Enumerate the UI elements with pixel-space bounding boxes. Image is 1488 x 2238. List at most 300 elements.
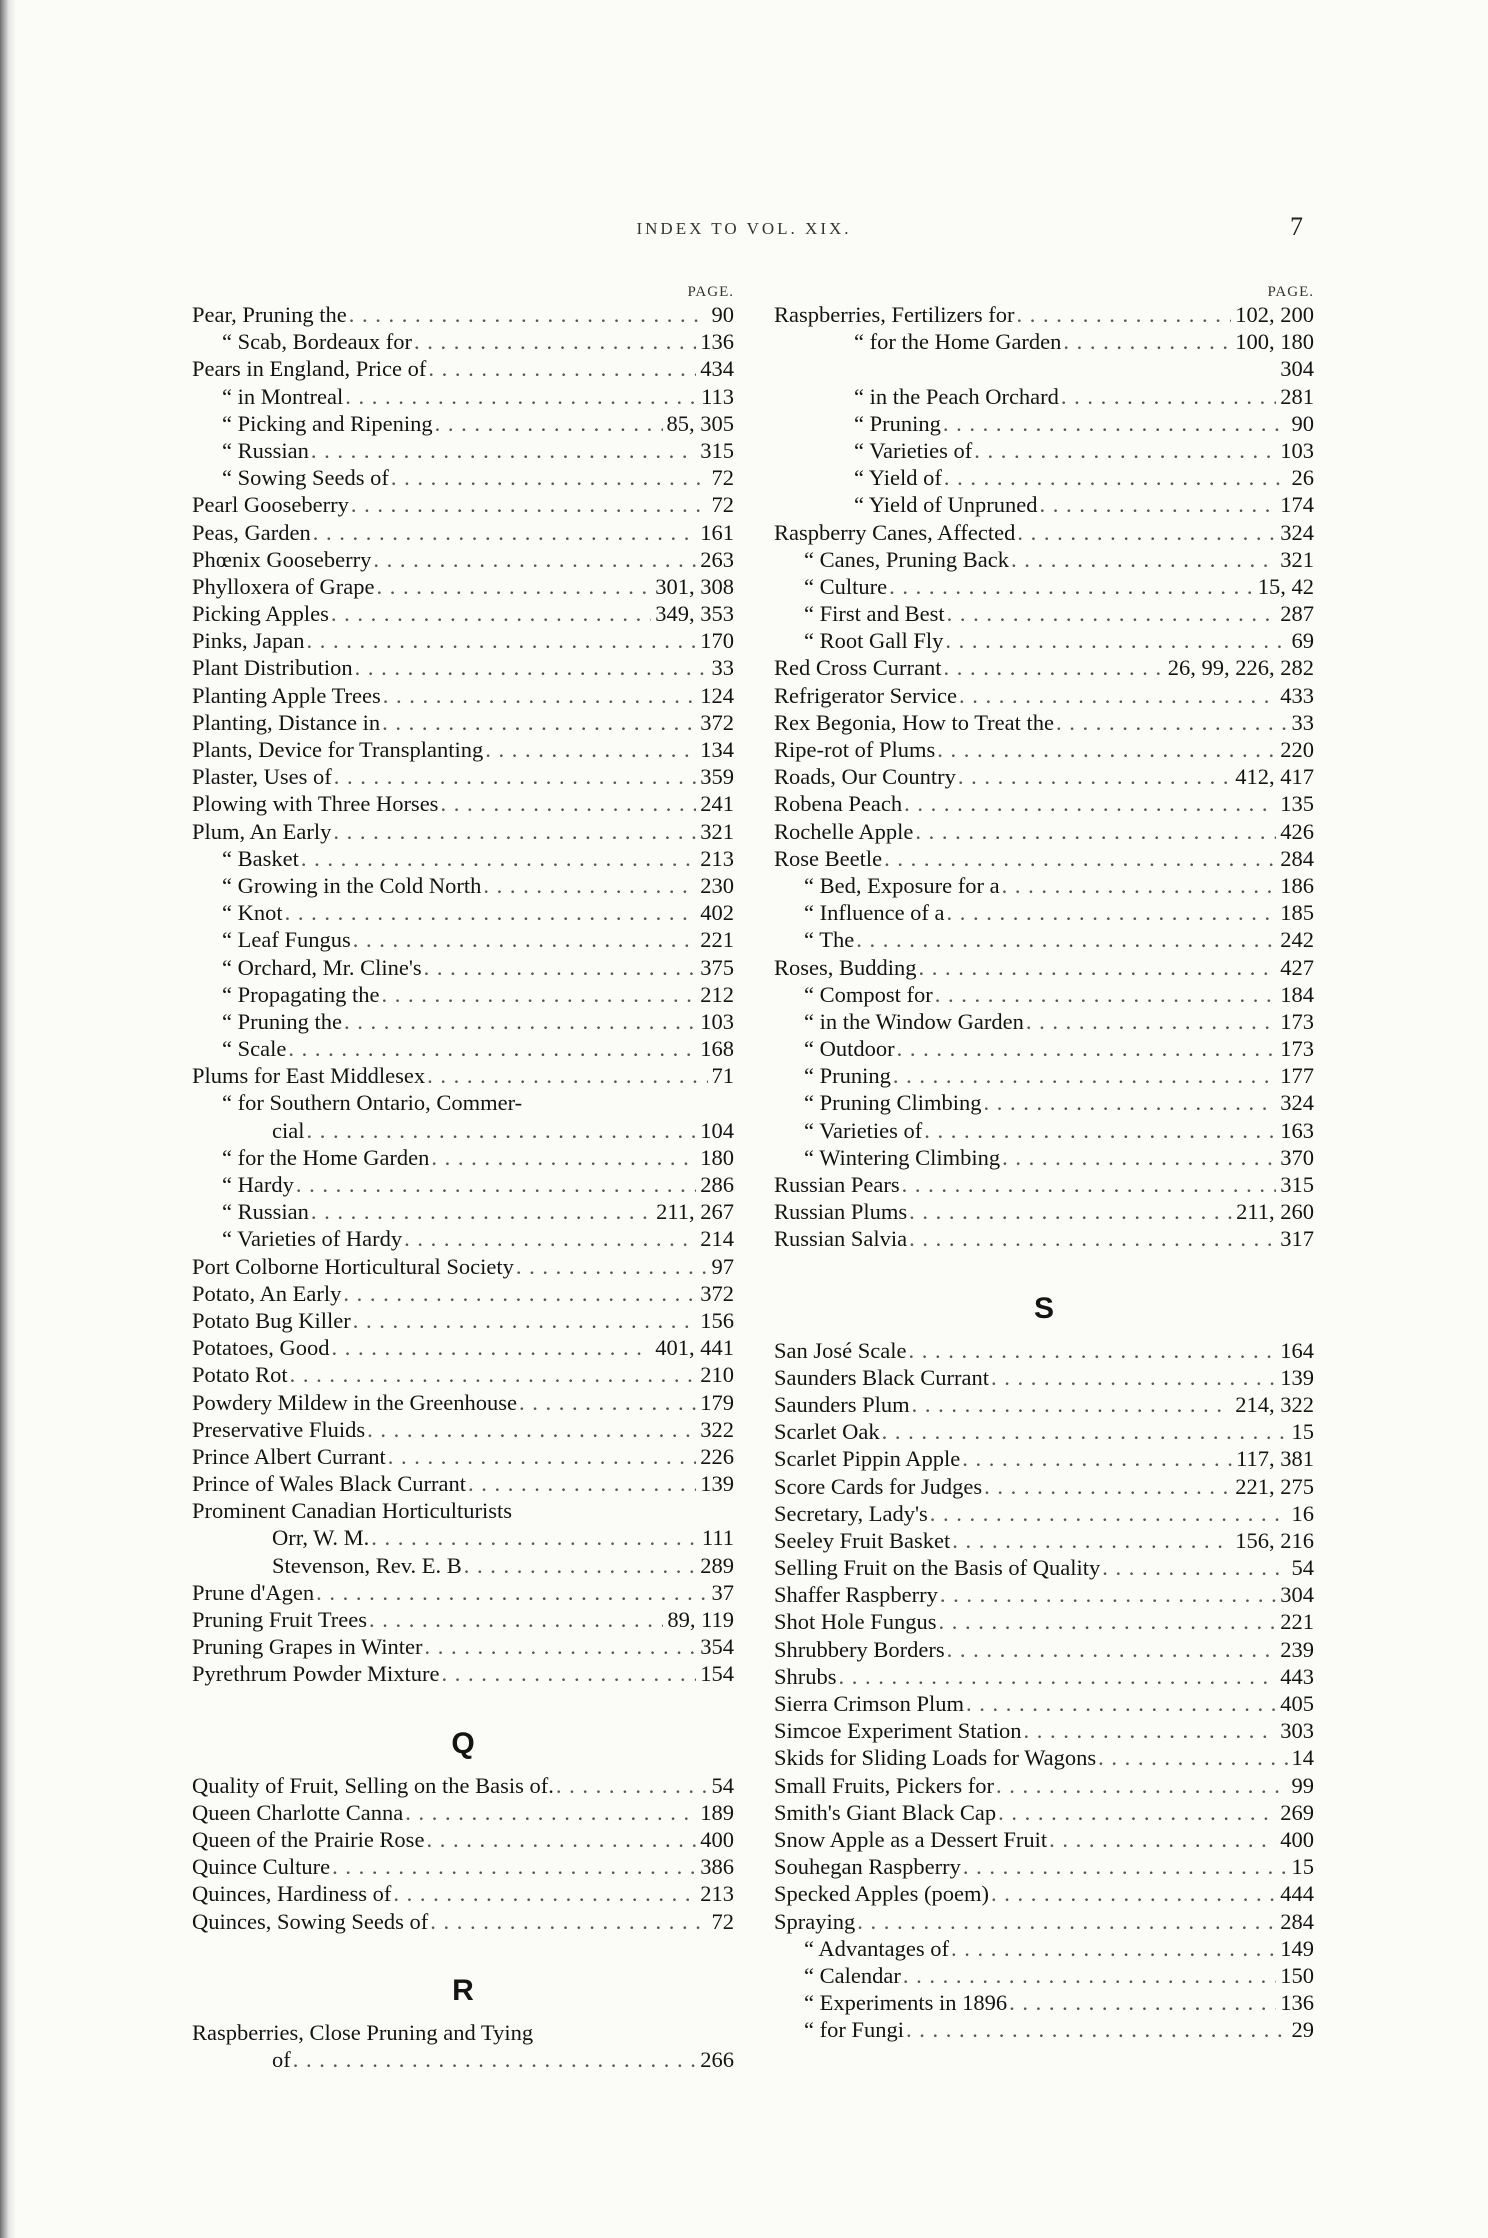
- entry-heading: Plums for East Middlesex: [192, 1063, 426, 1089]
- dot-leader: [1024, 1008, 1276, 1035]
- entry-heading: Quince Culture: [192, 1854, 331, 1880]
- entry-page-ref: 287: [1280, 601, 1314, 627]
- entry-heading: “ The: [804, 927, 855, 953]
- entry-page-ref: 150: [1280, 1962, 1314, 1988]
- index-entry: [192, 763, 734, 790]
- entry-heading: “ Varieties of: [804, 1117, 923, 1143]
- entry-heading: Plowing with Three Horses: [192, 791, 439, 817]
- index-entry: [774, 491, 1314, 518]
- dot-leader: [1054, 709, 1288, 736]
- entry-heading: Powdery Mildew in the Greenhouse: [192, 1389, 517, 1415]
- entry-page-ref: 386: [700, 1854, 734, 1880]
- dot-leader: [945, 600, 1277, 627]
- entry-page-ref: 71: [711, 1063, 734, 1089]
- entry-page-ref: 281: [1280, 383, 1314, 409]
- index-entry: [192, 818, 734, 845]
- dot-leader: [928, 1500, 1288, 1527]
- dot-leader: [386, 1443, 697, 1470]
- entry-page-ref: 26: [1291, 465, 1314, 491]
- dot-leader: [349, 491, 708, 518]
- dot-leader: [369, 1524, 698, 1551]
- dot-leader: [887, 573, 1254, 600]
- entry-page-ref: 14: [1291, 1745, 1314, 1771]
- dot-leader: [371, 546, 696, 573]
- entry-page-ref: 179: [700, 1389, 734, 1415]
- index-entry: [774, 763, 1314, 790]
- dot-leader: [381, 682, 696, 709]
- entry-heading: “ Orchard, Mr. Cline's: [222, 954, 422, 980]
- entry-page-ref: 99: [1291, 1772, 1314, 1798]
- entry-heading: “ Russian: [222, 1199, 309, 1225]
- entry-heading: “ in Montreal: [222, 383, 344, 409]
- entry-heading: Peas, Garden: [192, 519, 311, 545]
- dot-leader: [1007, 1989, 1276, 2016]
- entry-heading: Score Cards for Judges: [774, 1473, 983, 1499]
- entry-heading: “ Russian: [222, 437, 309, 463]
- index-entry: [192, 383, 734, 410]
- index-entry: [774, 301, 1314, 328]
- entry-heading: Skids for Sliding Loads for Wagons: [774, 1745, 1097, 1771]
- index-entry: [774, 845, 1314, 872]
- index-entry: [774, 437, 1314, 464]
- entry-heading: “ Pruning: [854, 410, 941, 436]
- entry-page-ref: 26, 99, 226, 282: [1167, 655, 1314, 681]
- entry-page-ref: 103: [700, 1008, 734, 1034]
- entry-heading: Souhegan Raspberry: [774, 1854, 961, 1880]
- index-entry: [192, 1524, 734, 1551]
- index-entry: [192, 1035, 734, 1062]
- index-entry: [774, 1935, 1314, 1962]
- entry-page-ref: 136: [700, 329, 734, 355]
- entry-page-ref: 266: [700, 2046, 734, 2072]
- entry-page-ref: 33: [1291, 709, 1314, 735]
- entry-page-ref: 124: [700, 682, 734, 708]
- entry-heading: Selling Fruit on the Basis of Quality: [774, 1555, 1101, 1581]
- entry-page-ref: 372: [700, 1280, 734, 1306]
- entry-heading: “ Sowing Seeds of: [222, 465, 389, 491]
- index-entry: [192, 410, 734, 437]
- entry-page-ref: 135: [1280, 791, 1314, 817]
- entry-heading: Plum, An Early: [192, 818, 332, 844]
- entry-heading: “ Picking and Ripening: [222, 410, 433, 436]
- index-entry: [774, 709, 1314, 736]
- entry-heading: Red Cross Currant: [774, 655, 942, 681]
- entry-heading: “ Leaf Fungus: [222, 927, 351, 953]
- entry-heading: Prince Albert Currant: [192, 1443, 386, 1469]
- entry-heading: “ Wintering Climbing: [804, 1144, 1001, 1170]
- index-entry: [192, 1117, 734, 1144]
- entry-page-ref: 220: [1280, 737, 1314, 762]
- entry-page-ref: 72: [711, 492, 734, 518]
- entry-heading: “ Varieties of: [854, 437, 973, 463]
- entry-page-ref: 189: [700, 1799, 734, 1825]
- entry-heading: Potato, An Early: [192, 1280, 342, 1306]
- index-entry: [192, 709, 734, 736]
- index-entry: [192, 899, 734, 926]
- entry-page-ref: 402: [700, 900, 734, 926]
- dot-leader: [483, 736, 696, 763]
- index-entry: [774, 926, 1314, 953]
- dot-leader: [1009, 546, 1276, 573]
- entry-heading: “ for the Home Garden: [854, 329, 1062, 355]
- index-entry: [774, 1744, 1314, 1771]
- entry-page-ref: 359: [700, 764, 734, 790]
- entry-heading: “ Pruning Climbing: [804, 1090, 982, 1116]
- entry-page-ref: 286: [700, 1172, 734, 1197]
- index-entry: [774, 1144, 1314, 1171]
- entry-page-ref: 301, 308: [655, 573, 734, 599]
- index-entry: [774, 355, 1314, 382]
- section-letter: S: [1033, 1291, 1054, 1325]
- index-entry: [774, 383, 1314, 410]
- entry-heading: Ripe-rot of Plums: [774, 737, 936, 762]
- dot-leader: [1015, 301, 1232, 328]
- dot-leader: [907, 1198, 1232, 1225]
- dot-leader: [330, 1334, 652, 1361]
- index-entry: [192, 872, 734, 899]
- entry-heading: “ Varieties of Hardy: [222, 1226, 403, 1252]
- entry-page-ref: 321: [700, 818, 734, 844]
- entry-heading: Potato Rot: [192, 1362, 288, 1388]
- dot-leader: [342, 1008, 696, 1035]
- entry-heading: Pruning Fruit Trees: [192, 1607, 368, 1632]
- dot-leader: [428, 1908, 707, 1935]
- index-entry: [192, 1171, 734, 1198]
- entry-heading: “ Hardy: [222, 1172, 294, 1197]
- dot-leader: [956, 763, 1231, 790]
- entry-heading: “ for Southern Ontario, Commer-: [222, 1090, 523, 1116]
- entry-heading: Prince of Wales Black Currant: [192, 1471, 466, 1497]
- index-entry: [774, 1117, 1314, 1144]
- entry-page-ref: 221, 275: [1235, 1473, 1314, 1499]
- dot-leader: [891, 1062, 1276, 1089]
- dot-leader: [941, 410, 1288, 437]
- entry-heading: Shot Hole Fungus: [774, 1609, 937, 1635]
- entry-page-ref: 15, 42: [1257, 573, 1314, 599]
- index-entry: [774, 1772, 1314, 1799]
- entry-page-ref: 154: [700, 1661, 734, 1687]
- index-entry: [774, 736, 1314, 763]
- index-entry: [192, 1416, 734, 1443]
- entry-page-ref: 284: [1280, 1908, 1314, 1934]
- index-entry: [774, 1581, 1314, 1608]
- entry-page-ref: 37: [711, 1579, 734, 1605]
- index-entry: [192, 1280, 734, 1307]
- dot-leader: [902, 790, 1276, 817]
- index-entry: [774, 1337, 1314, 1364]
- entry-page-ref: 370: [1280, 1144, 1314, 1170]
- index-entry: [192, 355, 734, 382]
- entry-heading: Queen Charlotte Canna: [192, 1799, 404, 1825]
- entry-page-ref: 322: [700, 1416, 734, 1442]
- index-entry: [192, 682, 734, 709]
- entry-page-ref: 213: [700, 845, 734, 871]
- entry-heading: “ Canes, Pruning Back: [804, 546, 1009, 572]
- entry-page-ref: 90: [1291, 410, 1314, 436]
- dot-leader: [330, 1853, 696, 1880]
- entry-heading: Stevenson, Rev. E. B: [272, 1552, 462, 1578]
- entry-page-ref: 29: [1291, 2017, 1314, 2043]
- entry-heading: Planting, Distance in: [192, 709, 381, 735]
- dot-leader: [949, 1935, 1276, 1962]
- entry-page-ref: 263: [700, 546, 734, 572]
- entry-page-ref: 163: [1280, 1117, 1314, 1143]
- index-entry: [774, 1035, 1314, 1062]
- entry-heading: Pear, Pruning the: [192, 302, 347, 327]
- dot-leader: [945, 1636, 1277, 1663]
- dot-leader: [429, 1144, 696, 1171]
- page-number: 7: [1290, 212, 1303, 241]
- dot-leader: [960, 1445, 1232, 1472]
- entry-page-ref: 221: [700, 927, 734, 953]
- entry-heading: “ Scale: [222, 1036, 287, 1062]
- index-entry: [192, 1089, 734, 1116]
- index-entry: [192, 845, 734, 872]
- entry-heading: cial: [272, 1117, 305, 1143]
- entry-page-ref: 104: [700, 1117, 734, 1143]
- index-entry: [192, 954, 734, 981]
- dot-leader: [1100, 1554, 1287, 1581]
- entry-heading: “ First and Best: [804, 601, 945, 627]
- dot-leader: [938, 1581, 1276, 1608]
- entry-heading: Smith's Giant Black Cap: [774, 1799, 997, 1825]
- entry-page-ref: 375: [700, 954, 734, 980]
- entry-page-ref: 15: [1291, 1419, 1314, 1445]
- index-entry: [192, 328, 734, 355]
- entry-page-ref: 242: [1280, 927, 1314, 953]
- entry-page-ref: 303: [1280, 1718, 1314, 1744]
- entry-heading: San José Scale: [774, 1337, 907, 1363]
- index-entry: [774, 1062, 1314, 1089]
- dot-leader: [379, 981, 696, 1008]
- entry-heading: “ Culture: [804, 573, 888, 599]
- index-entry: [192, 627, 734, 654]
- entry-page-ref: 54: [1291, 1555, 1314, 1581]
- entry-page-ref: 289: [700, 1552, 734, 1578]
- entry-heading: “ Compost for: [804, 981, 933, 1007]
- dot-leader: [402, 1225, 696, 1252]
- entry-heading: Raspberries, Close Pruning and Tying: [192, 2019, 534, 2045]
- index-entry: [192, 437, 734, 464]
- entry-page-ref: 324: [1280, 519, 1314, 545]
- entry-page-ref: 315: [1280, 1172, 1314, 1197]
- entry-heading: Prominent Canadian Horticulturists: [192, 1498, 512, 1524]
- dot-leader: [389, 464, 708, 491]
- index-entry: [192, 1552, 734, 1579]
- entry-heading: “ in the Peach Orchard: [854, 383, 1059, 409]
- dot-leader: [882, 845, 1276, 872]
- section-letter: Q: [451, 1726, 475, 1760]
- left-index-column: [192, 283, 734, 2073]
- entry-page-ref: 117, 381: [1236, 1446, 1314, 1472]
- entry-heading: “ Yield of: [854, 465, 942, 491]
- entry-heading: Refrigerator Service: [774, 682, 958, 708]
- entry-page-ref: 211, 267: [656, 1199, 734, 1225]
- index-entry: [774, 1636, 1314, 1663]
- index-entry: [774, 1500, 1314, 1527]
- index-entry: [774, 1418, 1314, 1445]
- entry-heading: Roads, Our Country: [774, 764, 956, 790]
- index-entry: [192, 1470, 734, 1497]
- index-entry: [192, 1144, 734, 1171]
- dot-leader: [351, 926, 697, 953]
- index-entry: [774, 1880, 1314, 1907]
- index-entry: [192, 790, 734, 817]
- index-entry: [774, 1473, 1314, 1500]
- index-entry: [774, 1527, 1314, 1554]
- index-entry: [192, 1579, 734, 1606]
- dot-leader: [854, 926, 1276, 953]
- entry-page-ref: 136: [1280, 1990, 1314, 2016]
- dot-leader: [367, 1606, 663, 1633]
- dot-leader: [304, 1117, 696, 1144]
- dot-leader: [1021, 1717, 1276, 1744]
- dot-leader: [910, 1391, 1232, 1418]
- dot-leader: [935, 736, 1276, 763]
- index-entry: [192, 2046, 734, 2073]
- index-entry: [192, 1606, 734, 1633]
- entry-heading: Plants, Device for Transplanting: [192, 737, 484, 762]
- dot-leader: [880, 1418, 1288, 1445]
- entry-heading: Rochelle Apple: [774, 818, 914, 844]
- entry-page-ref: 185: [1280, 900, 1314, 926]
- index-entry: [774, 818, 1314, 845]
- dot-leader: [391, 1880, 696, 1907]
- dot-leader: [403, 1799, 696, 1826]
- dot-leader: [1061, 328, 1231, 355]
- index-entry: [192, 1225, 734, 1252]
- index-entry: [192, 1660, 734, 1687]
- dot-leader: [331, 818, 696, 845]
- entry-page-ref: 269: [1280, 1799, 1314, 1825]
- entry-heading: Spraying: [774, 1908, 856, 1934]
- dot-leader: [314, 1579, 707, 1606]
- dot-leader: [329, 600, 651, 627]
- entry-page-ref: 15: [1291, 1854, 1314, 1880]
- entry-page-ref: 213: [700, 1881, 734, 1907]
- dot-leader: [907, 1225, 1276, 1252]
- dot-leader: [942, 464, 1288, 491]
- dot-leader: [1000, 872, 1277, 899]
- entry-page-ref: 443: [1280, 1663, 1314, 1689]
- entry-page-ref: 315: [700, 437, 734, 463]
- index-entry: [192, 301, 734, 328]
- dot-leader: [286, 1035, 696, 1062]
- index-entry: [192, 1253, 734, 1280]
- index-entry: [774, 1690, 1314, 1717]
- dot-leader: [837, 1663, 1277, 1690]
- entry-heading: “ in the Window Garden: [804, 1008, 1024, 1034]
- index-entry: [774, 573, 1314, 600]
- entry-page-ref: 321: [1280, 546, 1314, 572]
- index-entry: [192, 1307, 734, 1334]
- entry-heading: “ Outdoor: [804, 1036, 895, 1062]
- index-entry: [774, 546, 1314, 573]
- entry-heading: Quality of Fruit, Selling on the Basis of.: [192, 1772, 554, 1798]
- entry-page-ref: 354: [700, 1634, 734, 1660]
- entry-heading: Quinces, Hardiness of: [192, 1881, 392, 1907]
- index-entry: [774, 1364, 1314, 1391]
- index-entry: [192, 1826, 734, 1853]
- entry-page-ref: 401, 441: [655, 1335, 734, 1361]
- entry-page-ref: 139: [700, 1471, 734, 1497]
- entry-page-ref: 168: [700, 1036, 734, 1062]
- entry-page-ref: 400: [700, 1826, 734, 1852]
- entry-page-ref: 212: [700, 981, 734, 1007]
- index-entry: [774, 1826, 1314, 1853]
- dot-leader: [347, 301, 708, 328]
- index-entry: [192, 1799, 734, 1826]
- entry-heading: Planting Apple Trees: [192, 682, 381, 708]
- entry-heading: Pyrethrum Powder Mixture: [192, 1661, 440, 1687]
- entry-heading: “ Experiments in 1896: [804, 1990, 1008, 2016]
- index-entry: [774, 1799, 1314, 1826]
- entry-heading: Russian Salvia: [774, 1226, 908, 1252]
- entry-heading: Rex Begonia, How to Treat the: [774, 709, 1054, 735]
- entry-page-ref: 426: [1280, 818, 1314, 844]
- index-entry: [192, 2019, 734, 2046]
- section-spacer: [192, 1935, 734, 1963]
- page-column-label: PAGE.: [1267, 284, 1314, 300]
- section-spacer: [192, 1688, 734, 1716]
- entry-page-ref: 170: [700, 628, 734, 654]
- entry-heading: “ Pruning: [804, 1063, 891, 1089]
- dot-leader: [964, 1690, 1276, 1717]
- index-entry: [192, 1062, 734, 1089]
- entry-page-ref: 349, 353: [655, 601, 734, 627]
- section-letter: R: [452, 1973, 474, 2007]
- entry-page-ref: 324: [1280, 1090, 1314, 1116]
- dot-leader: [439, 1660, 696, 1687]
- entry-page-ref: 284: [1280, 845, 1314, 871]
- entry-page-ref: 89, 119: [667, 1607, 734, 1632]
- entry-heading: Picking Apples: [192, 601, 329, 627]
- dot-leader: [423, 1633, 697, 1660]
- dot-leader: [299, 845, 696, 872]
- dot-leader: [309, 1198, 652, 1225]
- entry-page-ref: 210: [700, 1362, 734, 1388]
- dot-leader: [922, 1117, 1276, 1144]
- index-entry: [192, 981, 734, 1008]
- dot-leader: [913, 818, 1276, 845]
- dot-leader: [957, 682, 1276, 709]
- entry-page-ref: 69: [1291, 628, 1314, 654]
- running-head: INDEX TO VOL. XIX.: [636, 219, 852, 238]
- dot-leader: [517, 1389, 696, 1416]
- entry-page-ref: 230: [700, 872, 734, 898]
- entry-heading: Scarlet Oak: [774, 1419, 880, 1445]
- dot-leader: [933, 981, 1277, 1008]
- dot-leader: [901, 1962, 1276, 1989]
- dot-leader: [466, 1470, 696, 1497]
- dot-leader: [945, 899, 1277, 926]
- dot-leader: [900, 1171, 1277, 1198]
- page-binding-edge: [0, 0, 16, 2238]
- index-entry: [192, 600, 734, 627]
- index-entry: [774, 1554, 1314, 1581]
- index-entry: [192, 736, 734, 763]
- page-column-label: PAGE.: [687, 284, 734, 300]
- dot-leader: [462, 1552, 696, 1579]
- index-entry: [774, 1908, 1314, 1935]
- section-spacer: [774, 1253, 1314, 1281]
- entry-heading: Queen of the Prairie Rose: [192, 1826, 425, 1852]
- index-entry: [192, 1908, 734, 1935]
- index-entry: [774, 1962, 1314, 1989]
- entry-heading: “ Knot: [222, 900, 283, 926]
- entry-heading: Pears in England, Price of: [192, 356, 427, 382]
- index-entry: [192, 1008, 734, 1035]
